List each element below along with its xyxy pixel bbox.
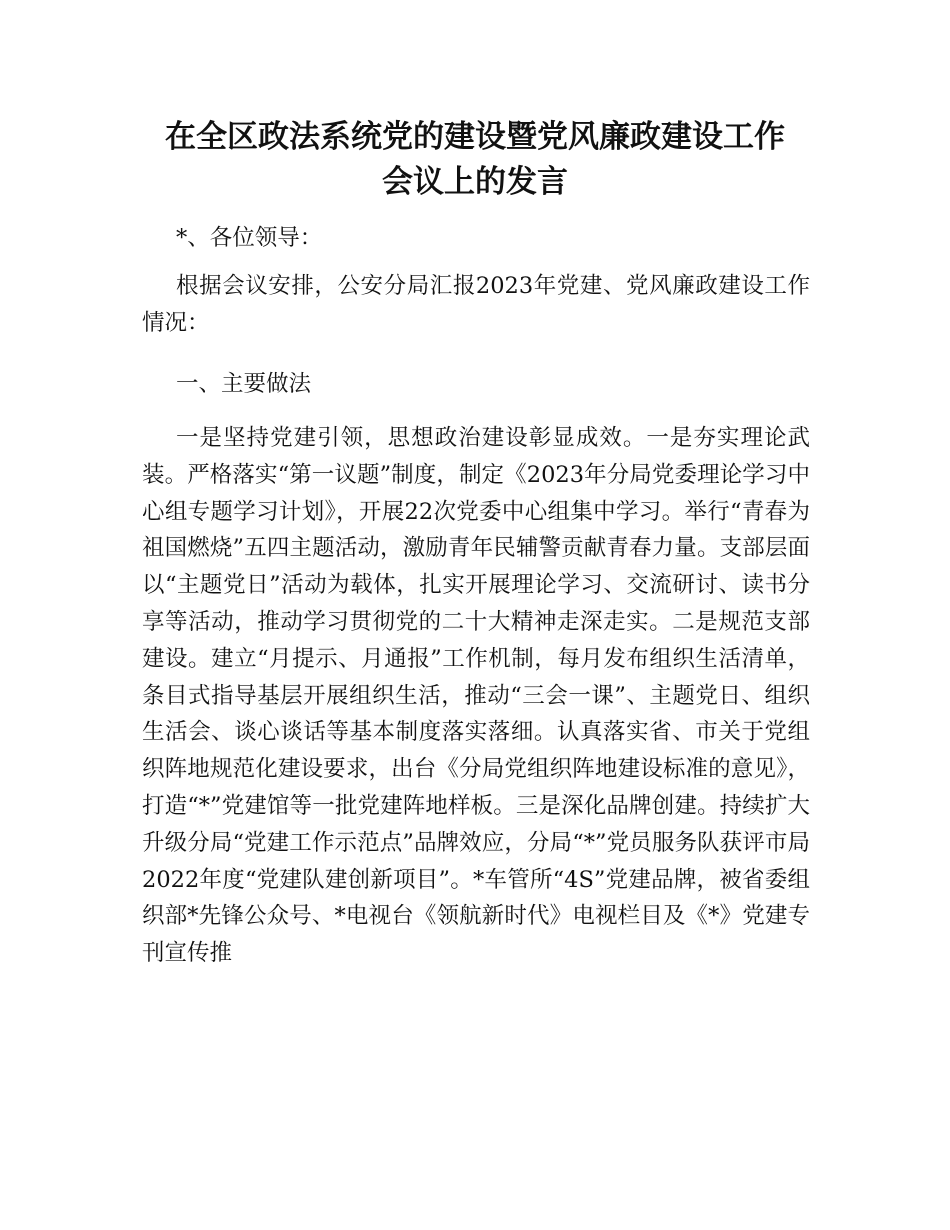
document-title-line-1: 在全区政法系统党的建设暨党风廉政建设工作 (165, 119, 785, 155)
document-title-line-2: 会议上的发言 (382, 164, 568, 200)
intro-paragraph: 根据会议安排，公安分局汇报2023年党建、党风廉政建设工作情况： (142, 273, 810, 336)
section-heading: 一、主要做法 (176, 371, 312, 397)
greeting: *、各位领导： (176, 225, 323, 251)
body-paragraph: 一是坚持党建引领，思想政治建设彰显成效。一是夯实理论武装。严格落实“第一议题”制度，制定《2023年分局党委理论学习中心组专题学习计划》，开展22次党委中心组集中学习。举行“青春为祖国燃烧”五四主题活动，激励青年民辅警贡献青春力量。支部层面以“主题党日”活动为载体，扎实开展理论学习、交流研讨、读书分享等活动，推动学习贯彻党的二十大精神走深走实。二是规范支部建设。建立“月提示、月通报”工作机制，每月发布组织生活清单，条目式指导基层开展组织生活，推动“三会一课”、主题党日、组织生活会、谈心谈话等基本制度落实落细。认真落实省、市关于党组织阵地规范化建设要求，出台《分局党组织阵地建设标准的意见》，打造“*”党建馆等一批党建阵地样板。三是深化品牌创建。持续扩大升级分局“党建工作示范点”品牌效应，分局“*”党员服务队获评市局2022年度“党建队建创新项目”。*车管所“4S”党建品牌，被省委组织部*先锋公众号、*电视台《领航新时代》电视栏目及《*》党建专刊宣传推 (142, 425, 810, 967)
